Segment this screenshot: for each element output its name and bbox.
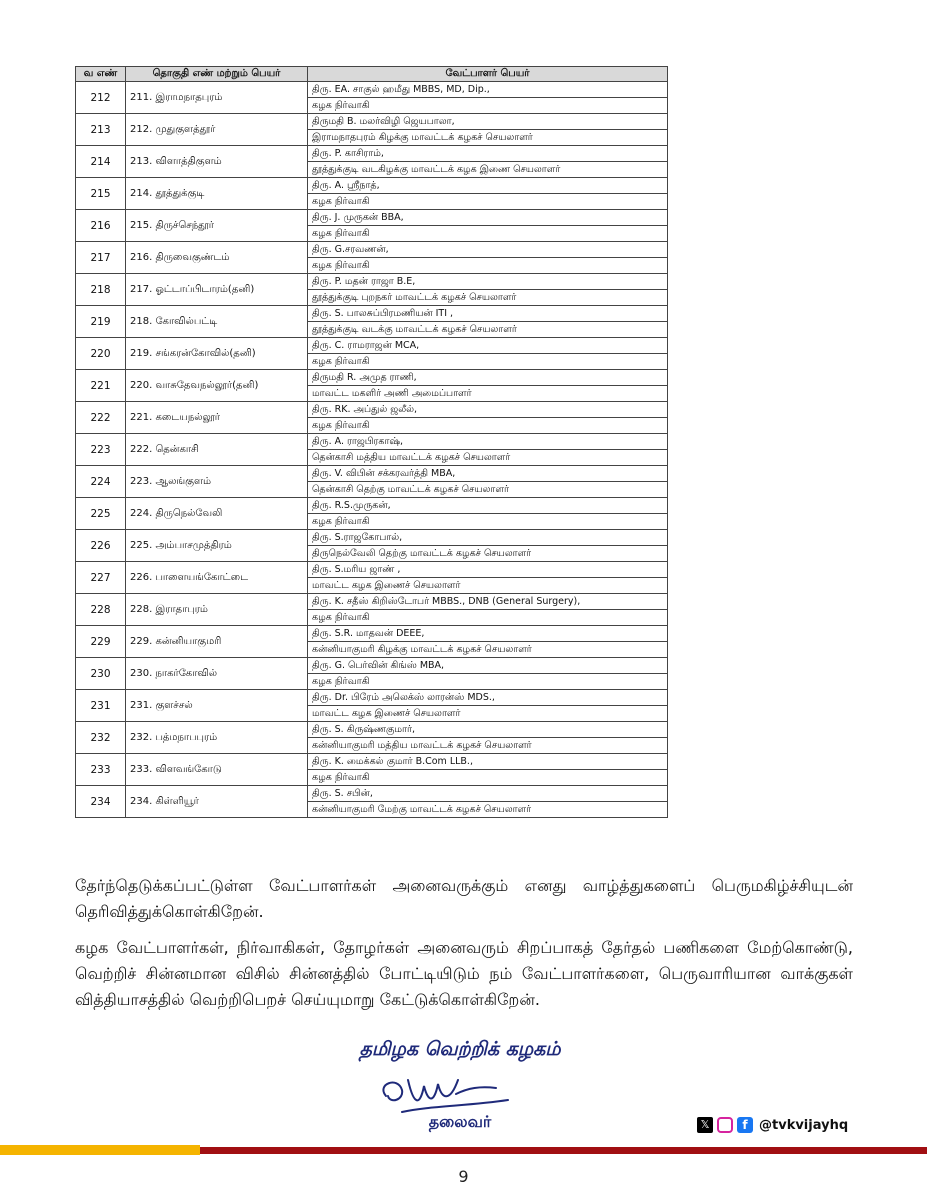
constituency-name: 234. கிள்ளியூர் [126,786,308,818]
facebook-icon[interactable]: f [737,1117,753,1133]
table-row [76,562,668,578]
serial-number: 217 [76,242,126,274]
candidate-role: கன்னியாகுமரி கிழக்கு மாவட்டக் கழகச் செயலாளர் [308,642,668,658]
candidate-name: திரு. P. மதன் ராஜா B.E, [308,274,668,290]
serial-number: 227 [76,562,126,594]
party-name: தமிழக வெற்றிக் கழகம் [359,1038,561,1060]
candidate-role: கழக நிர்வாகி [308,98,668,114]
candidate-role: கழக நிர்வாகி [308,194,668,210]
table-row [76,434,668,450]
candidate-role: தென்காசி மத்திய மாவட்டக் கழகச் செயலாளர் [308,450,668,466]
constituency-name: 218. கோவில்பட்டி [126,306,308,338]
table-row [76,498,668,514]
candidate-role: இராமநாதபுரம் கிழக்கு மாவட்டக் கழகச் செயலாளர் [308,130,668,146]
candidate-name: திரு. Dr. பிரேம் அலெக்ஸ் லாரன்ஸ் MDS., [308,690,668,706]
candidate-role: கழக நிர்வாகி [308,418,668,434]
constituency-name: 225. அம்பாசமுத்திரம் [126,530,308,562]
candidate-name: திரு. G. பெர்வின் கிங்ஸ் MBA, [308,658,668,674]
constituency-name: 215. திருச்செந்தூர் [126,210,308,242]
serial-number: 223 [76,434,126,466]
social-handle[interactable]: @tvkvijayhq [759,1117,849,1133]
candidate-role: கன்னியாகுமரி மத்திய மாவட்டக் கழகச் செயலாளர் [308,738,668,754]
footer-band-red [200,1147,927,1154]
candidate-name: திருமதி B. மலர்விழி ஜெயபாலா, [308,114,668,130]
table-row [76,722,668,738]
candidate-role: தூத்துக்குடி வடகிழக்கு மாவட்டக் கழக இணை செயலாளர் [308,162,668,178]
constituency-name: 224. திருநெல்வேலி [126,498,308,530]
candidate-name: திரு. R.S.முருகன், [308,498,668,514]
serial-number: 231 [76,690,126,722]
candidate-role: கழக நிர்வாகி [308,258,668,274]
candidate-name: திரு. A. ஸ்ரீநாத், [308,178,668,194]
serial-number: 215 [76,178,126,210]
candidate-name: திரு. S.R. மாதவன் DEEE, [308,626,668,642]
serial-number: 219 [76,306,126,338]
table-row [76,754,668,770]
candidate-name: திரு. K. மைக்கல் குமார் B.Com LLB., [308,754,668,770]
constituency-name: 232. பத்மநாபபுரம் [126,722,308,754]
candidate-role: திருநெல்வேலி தெற்கு மாவட்டக் கழகச் செயலாளர் [308,546,668,562]
candidate-name: திருமதி R. அமுத ராணி, [308,370,668,386]
constituency-name: 214. தூத்துக்குடி [126,178,308,210]
table-row [76,370,668,386]
candidate-name: திரு. G.சரவணன், [308,242,668,258]
table-header-row [76,67,668,82]
candidate-name: திரு. RK. அப்துல் ஜலீல், [308,402,668,418]
candidate-table [75,66,668,818]
serial-number: 225 [76,498,126,530]
header-serial: வ எண் [76,67,126,82]
candidate-role: மாவட்ட மகளிர் அணி அமைப்பாளர் [308,386,668,402]
candidate-role: கழக நிர்வாகி [308,674,668,690]
leader-title: தலைவர் [428,1112,492,1131]
serial-number: 228 [76,594,126,626]
candidate-name: திரு. P. காசிராம், [308,146,668,162]
table-row [76,114,668,130]
table-row [76,530,668,546]
constituency-name: 221. கடையநல்லூர் [126,402,308,434]
candidate-role: கழக நிர்வாகி [308,226,668,242]
constituency-name: 222. தென்காசி [126,434,308,466]
serial-number: 226 [76,530,126,562]
candidate-role: தூத்துக்குடி புறநகர் மாவட்டக் கழகச் செயலாளர் [308,290,668,306]
constituency-name: 211. இராமநாதபுரம் [126,82,308,114]
candidate-role: மாவட்ட கழக இணைச் செயலாளர் [308,706,668,722]
table-row [76,658,668,674]
table-row [76,594,668,610]
header-constituency: தொகுதி எண் மற்றும் பெயர் [126,67,308,82]
candidate-name: திரு. A. ராஜபிரகாஷ், [308,434,668,450]
constituency-name: 212. முதுகுளத்தூர் [126,114,308,146]
constituency-name: 230. நாகர்கோவில் [126,658,308,690]
serial-number: 234 [76,786,126,818]
candidate-name: திரு. EA. சாகுல் ஹமீது MBBS, MD, Dip., [308,82,668,98]
table-row [76,786,668,802]
candidate-name: திரு. V. விபின் சக்கரவர்த்தி MBA, [308,466,668,482]
candidate-name: திரு. S.ராஜகோபால், [308,530,668,546]
serial-number: 221 [76,370,126,402]
candidate-role: கழக நிர்வாகி [308,770,668,786]
table-row [76,82,668,98]
serial-number: 232 [76,722,126,754]
candidate-role: தூத்துக்குடி வடக்கு மாவட்டக் கழகச் செயலாளர் [308,322,668,338]
candidate-role: கழக நிர்வாகி [308,514,668,530]
candidate-name: திரு. J. முருகன் BBA, [308,210,668,226]
candidate-role: மாவட்ட கழக இணைச் செயலாளர் [308,578,668,594]
serial-number: 229 [76,626,126,658]
constituency-name: 229. கன்னியாகுமரி [126,626,308,658]
serial-number: 214 [76,146,126,178]
candidate-role: கழக நிர்வாகி [308,610,668,626]
table-row [76,210,668,226]
serial-number: 222 [76,402,126,434]
constituency-name: 233. விளவங்கோடு [126,754,308,786]
constituency-name: 226. பாளையங்கோட்டை [126,562,308,594]
serial-number: 213 [76,114,126,146]
table-row [76,626,668,642]
page-number: 9 [458,1167,469,1186]
constituency-name: 219. சங்கரன்கோவில்(தனி) [126,338,308,370]
serial-number: 212 [76,82,126,114]
table-row [76,338,668,354]
footer-band-yellow [0,1145,200,1155]
table-row [76,178,668,194]
serial-number: 216 [76,210,126,242]
instagram-icon[interactable] [717,1117,733,1133]
serial-number: 218 [76,274,126,306]
table-row [76,242,668,258]
candidate-name: திரு. S. பாலசுப்பிரமணியன் ITI , [308,306,668,322]
greeting-paragraph: தேர்ந்தெடுக்கப்பட்டுள்ள வேட்பாளர்கள் அனைவருக்கும் எனது வாழ்த்துகளைப் பெருமகிழ்ச்சியுடன் தெரிவித்துக்கொள்கிறேன். [75,876,853,921]
candidate-role: தென்காசி தெற்கு மாவட்டக் கழகச் செயலாளர் [308,482,668,498]
candidate-name: திரு. K. சதீஸ் கிறிஸ்டோபர் MBBS., DNB (General Surgery), [308,594,668,610]
constituency-name: 228. இராதாபுரம் [126,594,308,626]
candidate-name: திரு. S.மரிய ஜாண் , [308,562,668,578]
table-row [76,146,668,162]
candidate-name: திரு. S. சபின், [308,786,668,802]
candidate-role: கன்னியாகுமரி மேற்கு மாவட்டக் கழகச் செயலாளர் [308,802,668,818]
constituency-name: 231. குளச்சல் [126,690,308,722]
serial-number: 224 [76,466,126,498]
serial-number: 220 [76,338,126,370]
constituency-name: 213. விளாத்திகுளம் [126,146,308,178]
candidate-role: கழக நிர்வாகி [308,354,668,370]
candidate-name: திரு. S. கிருஷ்ணகுமார், [308,722,668,738]
table-row [76,274,668,290]
social-handles [697,1117,848,1133]
constituency-name: 217. ஓட்டாப்பிடாரம்(தனி) [126,274,308,306]
x-icon[interactable]: 𝕏 [697,1117,713,1133]
constituency-name: 220. வாசுதேவநல்லூர்(தனி) [126,370,308,402]
appeal-paragraph: கழக வேட்பாளர்கள், நிர்வாகிகள், தோழர்கள் அனைவரும் சிறப்பாகத் தேர்தல் பணிகளை மேற்கொண்டு, வெற்றிச் சின்னமான விசில் சின்னத்தில் போட்டியிடும் நம் வேட்பாளர்களை, பெருவாரியான வாக்குகள் வித்தியாசத்தில் வெற்றிபெறச் செய்யுமாறு கேட்டுக்கொள்கிறேன். [75,938,853,1009]
table-row [76,402,668,418]
table-row [76,466,668,482]
table-row [76,690,668,706]
header-candidate: வேட்பாளர் பெயர் [308,67,668,82]
serial-number: 230 [76,658,126,690]
table-body [76,82,668,818]
serial-number: 233 [76,754,126,786]
constituency-name: 223. ஆலங்குளம் [126,466,308,498]
table-row [76,306,668,322]
constituency-name: 216. திருவைகுண்டம் [126,242,308,274]
candidate-name: திரு. C. ராமராஜன் MCA, [308,338,668,354]
